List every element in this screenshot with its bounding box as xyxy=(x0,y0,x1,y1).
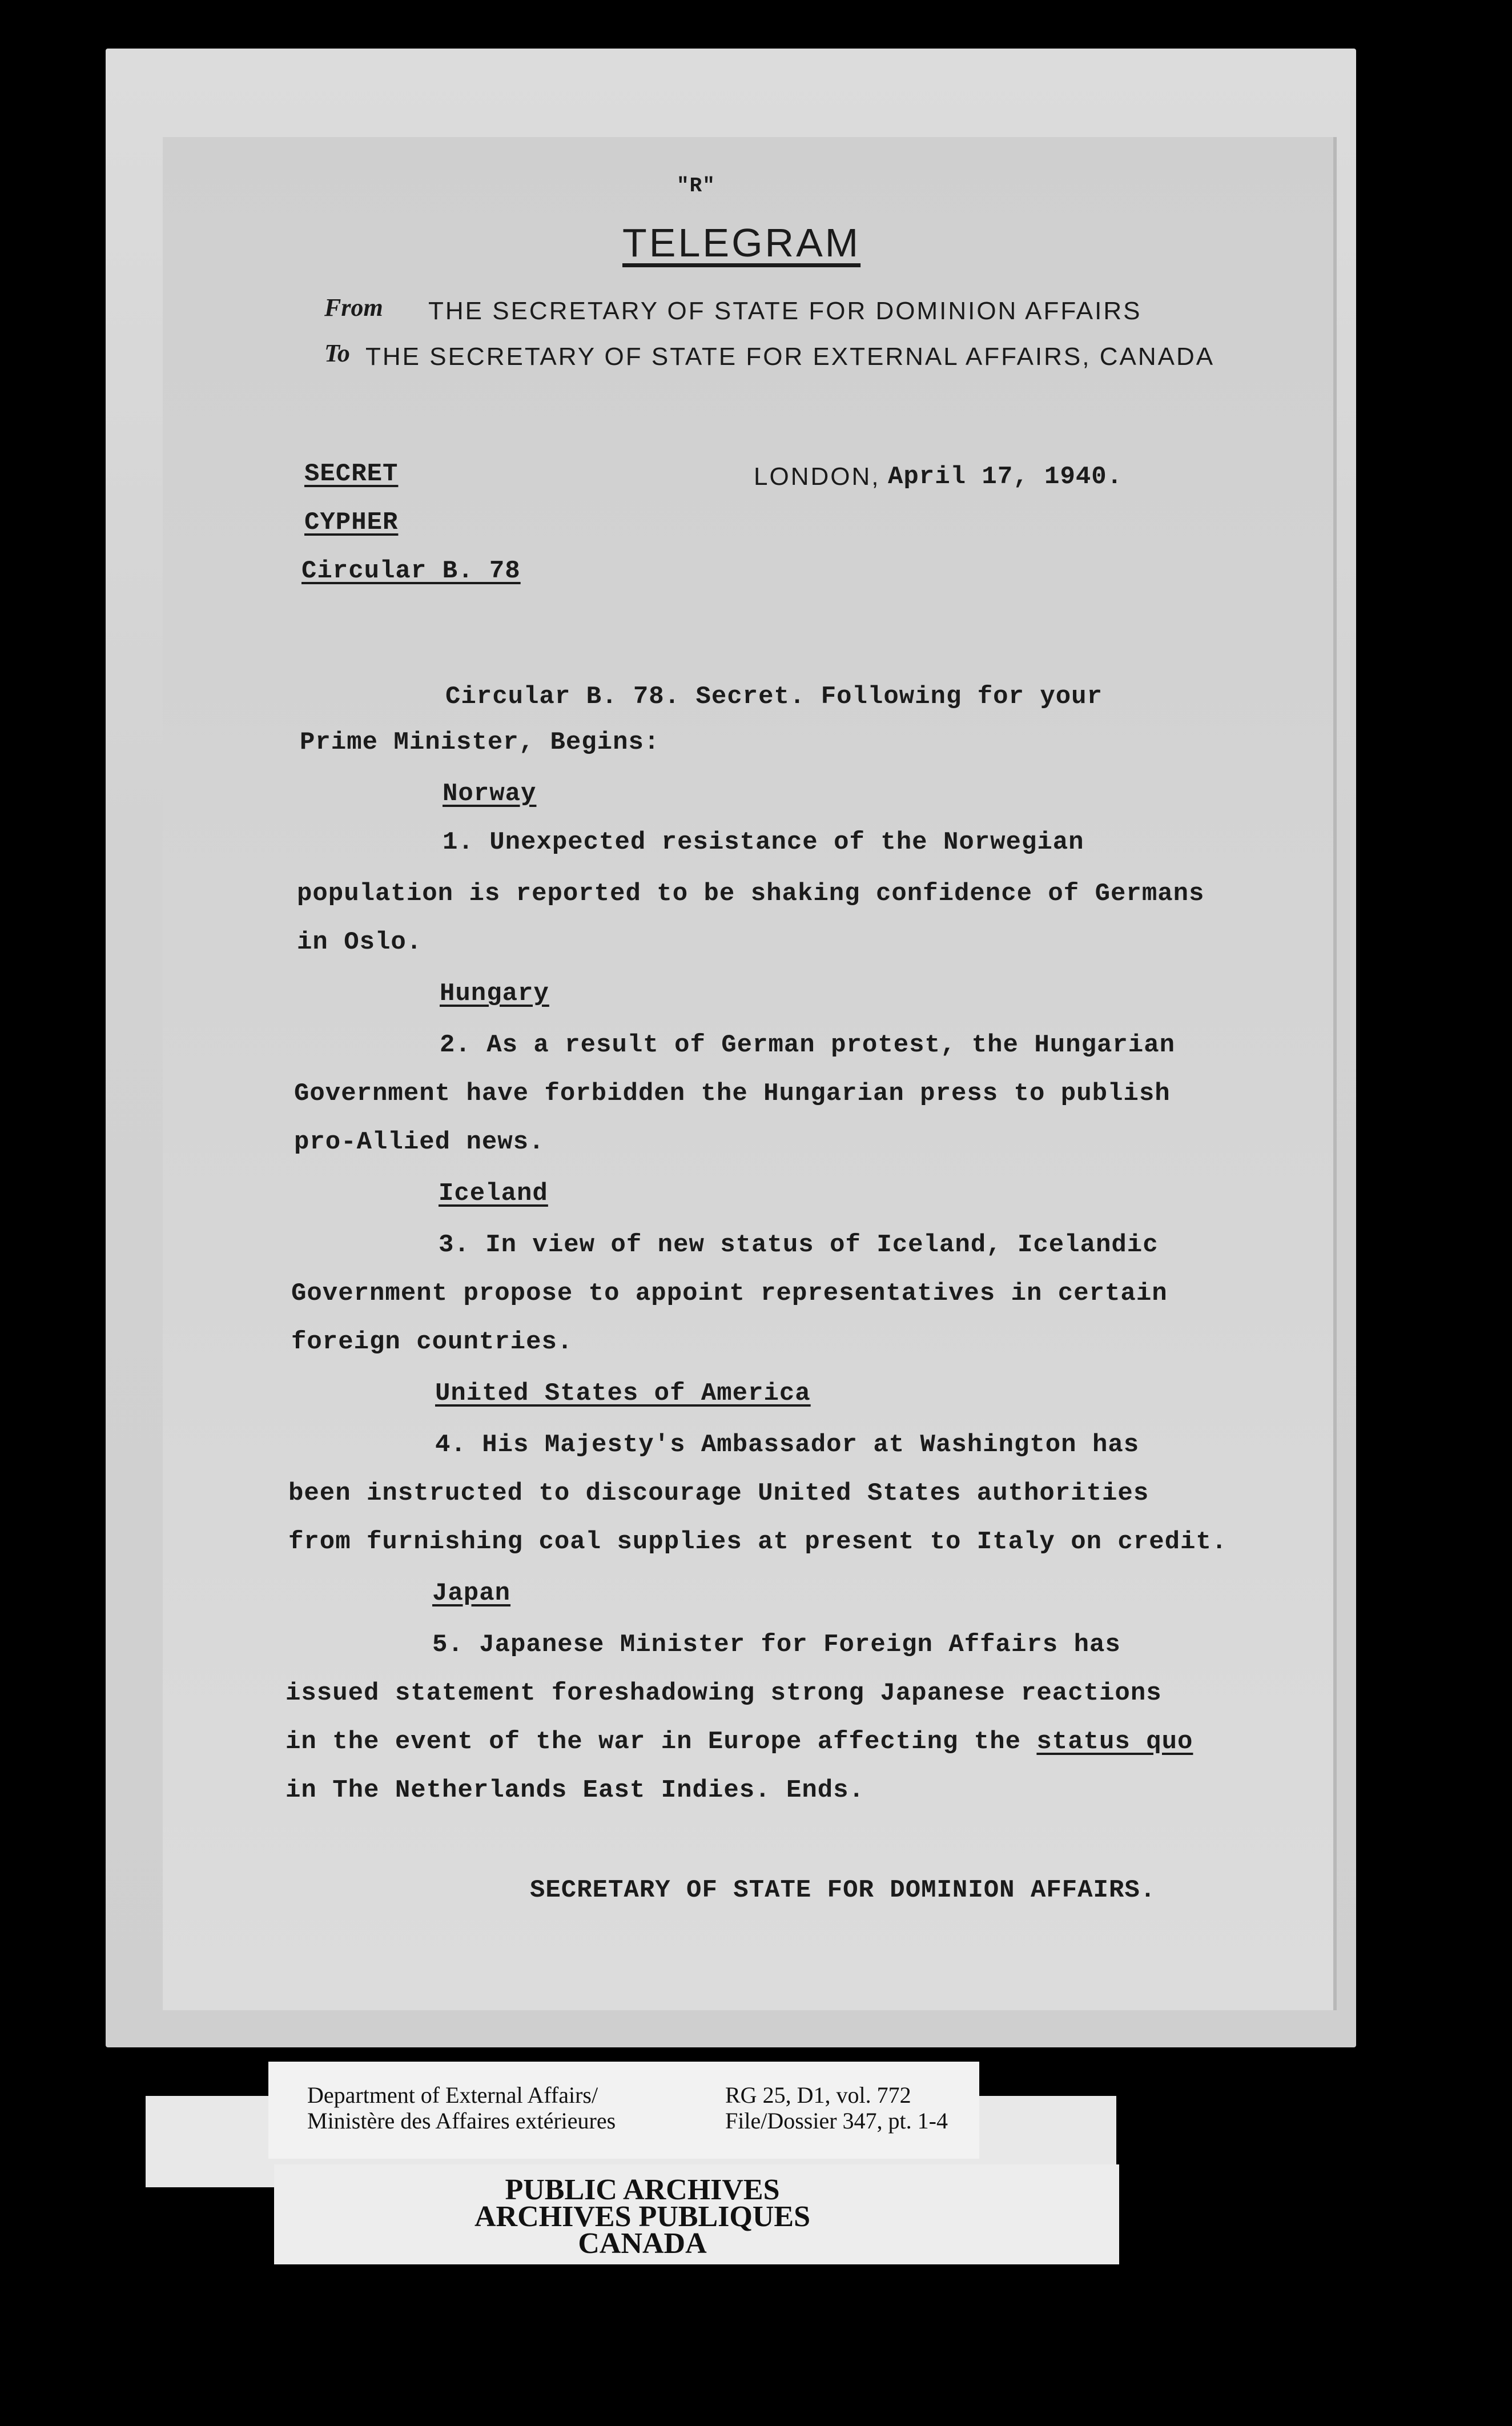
department-french: Ministère des Affaires extérieures xyxy=(307,2108,616,2134)
to-value: THE SECRETARY OF STATE FOR EXTERNAL AFFAIRS, CANADA xyxy=(365,343,1215,371)
paragraph-line xyxy=(285,1728,1193,1756)
paragraph-line: issued statement foreshadowing strong Japanese reactions xyxy=(285,1679,1162,1708)
section-heading: Norway xyxy=(443,780,537,808)
section-heading: Japan xyxy=(432,1579,511,1608)
paragraph-text: in the event of the war in Europe affecting the xyxy=(285,1728,1037,1756)
section-heading: Hungary xyxy=(440,979,549,1008)
department-english: Department of External Affairs/ xyxy=(307,2082,598,2108)
record-group-reference: RG 25, D1, vol. 772 xyxy=(725,2082,911,2108)
from-label: From xyxy=(324,294,383,322)
intro-line: Circular B. 78. Secret. Following for your xyxy=(445,682,1103,711)
signature: SECRETARY OF STATE FOR DOMINION AFFAIRS. xyxy=(530,1876,1156,1905)
paragraph-line: pro-Allied news. xyxy=(294,1128,545,1156)
paragraph-line: been instructed to discourage United States authorities xyxy=(288,1479,1149,1508)
section-heading: Iceland xyxy=(439,1179,548,1208)
section-heading: United States of America xyxy=(435,1379,811,1408)
page-title: TELEGRAM xyxy=(622,220,861,265)
paragraph-line: 1. Unexpected resistance of the Norwegian xyxy=(443,828,1084,857)
date: April 17, 1940. xyxy=(888,463,1123,491)
paragraph-line: Government have forbidden the Hungarian press to publish xyxy=(294,1079,1171,1108)
cypher-method: CYPHER xyxy=(304,508,399,537)
archive-stamp-line: PUBLIC ARCHIVES xyxy=(505,2174,780,2206)
paragraph-line: 3. In view of new status of Iceland, Icelandic xyxy=(439,1231,1159,1259)
paragraph-line: 4. His Majesty's Ambassador at Washington has xyxy=(435,1431,1140,1459)
classification: SECRET xyxy=(304,460,399,488)
paragraph-line: 5. Japanese Minister for Foreign Affairs has xyxy=(432,1630,1121,1659)
to-label: To xyxy=(324,339,350,367)
paragraph-line: from furnishing coal supplies at present to Italy on credit. xyxy=(288,1528,1228,1556)
archive-stamp-line: ARCHIVES PUBLIQUES xyxy=(474,2200,811,2233)
archive-stamp-line: CANADA xyxy=(578,2227,707,2260)
paragraph-line: 2. As a result of German protest, the Hungarian xyxy=(440,1031,1176,1059)
place: LONDON, xyxy=(754,463,880,491)
circular-reference: Circular B. 78 xyxy=(301,557,521,585)
emphasis-status-quo: status quo xyxy=(1036,1728,1193,1756)
paragraph-line: in Oslo. xyxy=(297,928,423,957)
paragraph-line: Government propose to appoint representatives in certain xyxy=(291,1279,1168,1308)
paragraph-line: in The Netherlands East Indies. Ends. xyxy=(285,1776,864,1805)
paragraph-line: population is reported to be shaking confidence of Germans xyxy=(297,879,1205,908)
intro-line: Prime Minister, Begins: xyxy=(300,728,660,757)
paragraph-line: foreign countries. xyxy=(291,1328,573,1356)
marker-r: "R" xyxy=(677,174,715,198)
from-value: THE SECRETARY OF STATE FOR DOMINION AFFAIRS xyxy=(428,297,1142,325)
file-reference: File/Dossier 347, pt. 1-4 xyxy=(725,2108,948,2134)
